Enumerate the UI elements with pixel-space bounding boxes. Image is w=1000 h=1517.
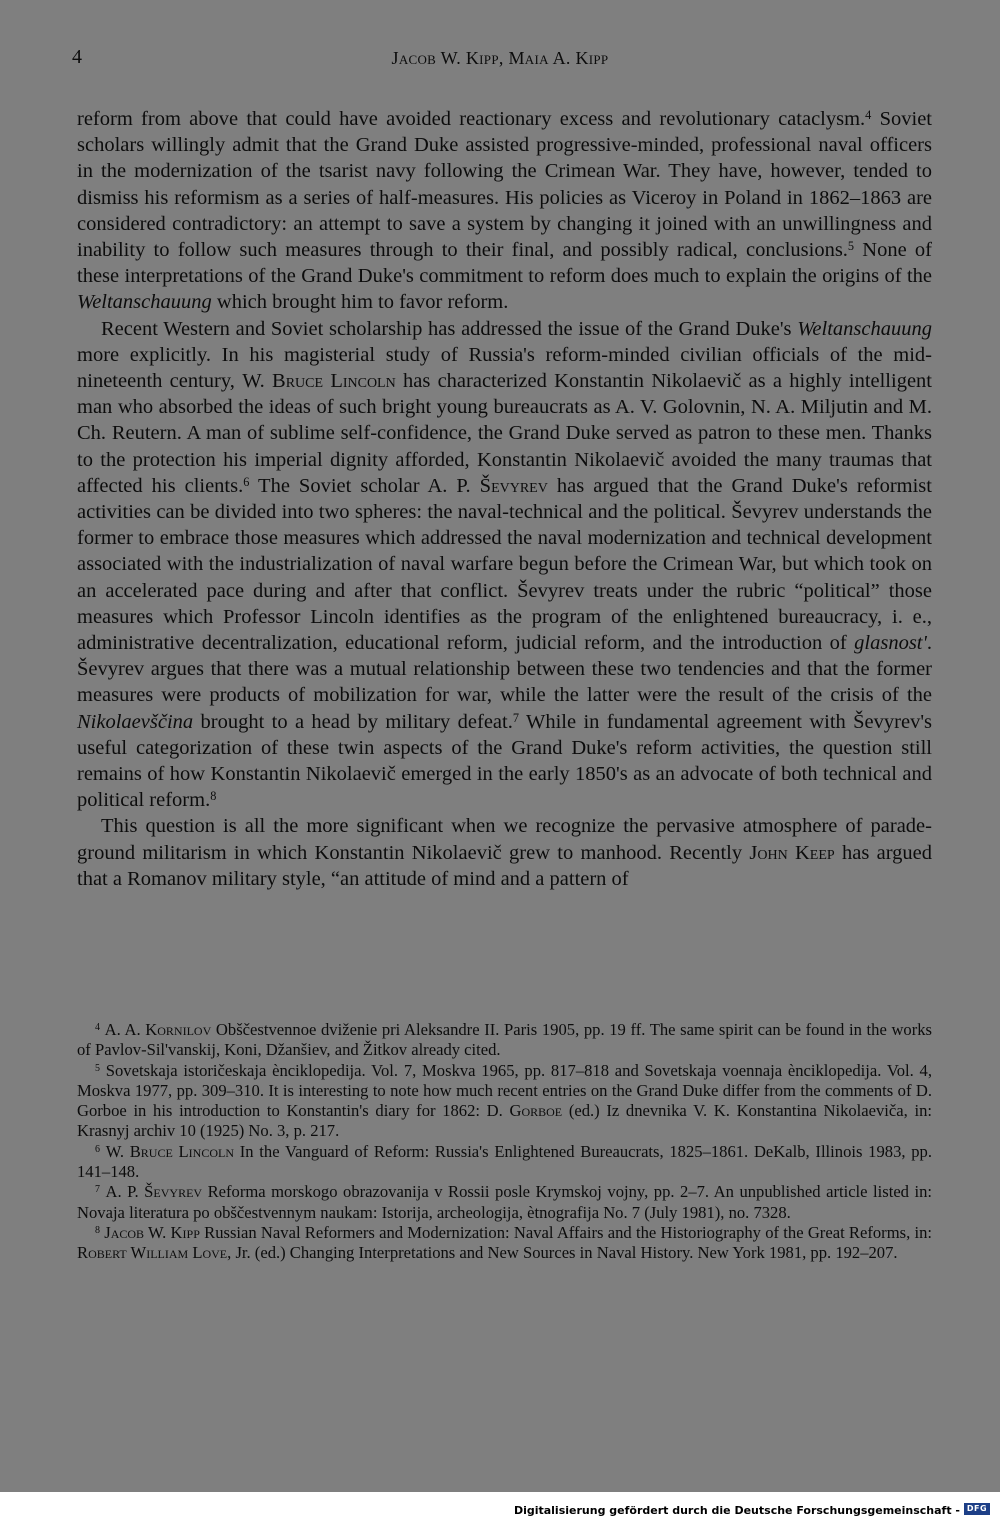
footnote-7: $^7$ A. P. Ševyrev Reforma morskogo obrazovanija v Rossii posle Krymskoj vojny, pp. 2–7. An unpublished article listed in: Novaja literatura po obščestvennym naukam: Istorija, archeologija, ètnografija No. 7 (July 1981), no. 7328. [77,1182,933,1222]
footnote-ref: 5 [847,238,855,253]
author-name: Ševyrev [479,474,548,497]
footnote-ref: 6 [243,474,250,489]
paragraph-2: Recent Western and Soviet scholarship has addressed the issue of the Grand Duke's Weltanschauung more explicitly. In his magisterial study of Russia's reform-minded civilian officials of the mid-nineteenth century, W. Bruce Lincoln has characterized Konstantin Nikolaevič as a highly intelligent man who absorbed the ideas of such bright young bureaucrats as A. V. Golovnin, N. A. Miljutin and M. Ch. Reutern. A man of sublime self-confidence, the Grand Duke served as patron to these men. Thanks to the protection his imperial dignity afforded, Konstantin Nikolaevič avoided the many traumas that affected his clients.$^6$ The Soviet scholar A. P. Ševyrev has argued that the Grand Duke's reformist activities can be divided into two spheres: the naval-technical and the political. Ševyrev understands the former to embrace those measures which addressed the naval modernization and technical development associated with the industrialization of naval warfare begun before the Crimean War, but which took on an accelerated pace during and after that conflict. Ševyrev treats under the rubric “political” those measures which Professor Lincoln identifies as the program of the enlightened bureaucracy, i. e., administrative decentralization, educational reform, judicial reform, and the introduction of glasnost'. Ševyrev argues that there was a mutual relationship between these two tendencies and that the former measures were products of mobilization for war, while the latter were the result of the crisis of the Nikolaevščina brought to a head by military defeat.$^7$ While in fundamental agreement with Ševyrev's useful categorization of these twin aspects of the Grand Duke's reform activities, the question still remains of how Konstantin Nikolaevič emerged in the early 1850's as an advocate of both technical and political reform.$^8$ [77,317,932,812]
page-number: 4 [72,46,82,68]
body-text [77,106,932,892]
footnote-5: $^5$ Sovetskaja istoričeskaja ènciklopedija. Vol. 7, Moskva 1965, pp. 817–818 and Sovetskaja voennaja ènciklopedija. Vol. 4, Moskva 1977, pp. 309–310. It is interesting to note how much recent entries on the Grand Duke differ from the comments of D. Gorboe in his introduction to Konstantin's diary for 1862: D. Gorboe (ed.) Iz dnevnika V. K. Konstantina Nikolaeviča, in: Krasnyj archiv 10 (1925) No. 3, p. 217. [77,1060,932,1141]
footnote-ref: 4 [865,107,872,122]
paragraph-1: reform from above that could have avoided reactionary excess and revolutionary cataclysm.$^4$ Soviet scholars willingly admit that the Grand Duke assisted progressive-minded, professional naval officers in the modernization of the tsarist navy following the Crimean War. They have, however, tended to dismiss his reformism as a series of half-measures. His policies as Viceroy in Poland in 1862–1863 are considered contradictory: an attempt to save a system by changing it joined with an unwillingness and inability to follow such measures through to their final, and possibly radical, conclusions.$^5$ None of these interpretations of the Grand Duke's commitment to reform does much to explain the origins of the Weltanschauung which brought him to favor reform. [77,107,932,314]
paragraph-3: This question is all the more significant when we recognize the pervasive atmosphere of parade-ground militarism in which Konstantin Nikolaevič grew to manhood. Recently John Keep has argued that a Romanov military style, “an attitude of mind and a pattern of [77,815,932,890]
author-name: W. Bruce Lincoln [242,370,396,393]
dfg-logo: DFG [964,1503,990,1515]
footnotes [77,1020,932,1264]
author-name: John Keep [749,841,835,864]
running-head: Jacob W. Kipp, Maia A. Kipp [391,48,609,68]
footnote-6: $^6$ W. Bruce Lincoln In the Vanguard of Reform: Russia's Enlightened Bureaucrats, 1825–1861. DeKalb, Illinois 1983, pp. 141–148. [77,1141,932,1182]
footnote-4: $^4$ A. A. Kornilov Obščestvennoe dviženie pri Aleksandre II. Paris 1905, pp. 19 ff. The same spirit can be found in the works of Pavlov-Sil'vanskij, Koni, Džanšiev, and Žitkov already cited. [77,1020,933,1060]
footnote-ref: 7 [512,710,519,725]
footnote-8: $^8$ Jacob W. Kipp Russian Naval Reformers and Modernization: Naval Affairs and the Historiography of the Great Reforms, in: Robert William Love, Jr. (ed.) Changing Interpretations and New Sources in Naval History. New York 1981, pp. 192–207. [77,1222,932,1263]
funding-note: Digitalisierung gefördert durch die Deutsche Forschungsgemeinschaft - [513,1504,960,1517]
footnote-ref: 8 [210,789,217,804]
